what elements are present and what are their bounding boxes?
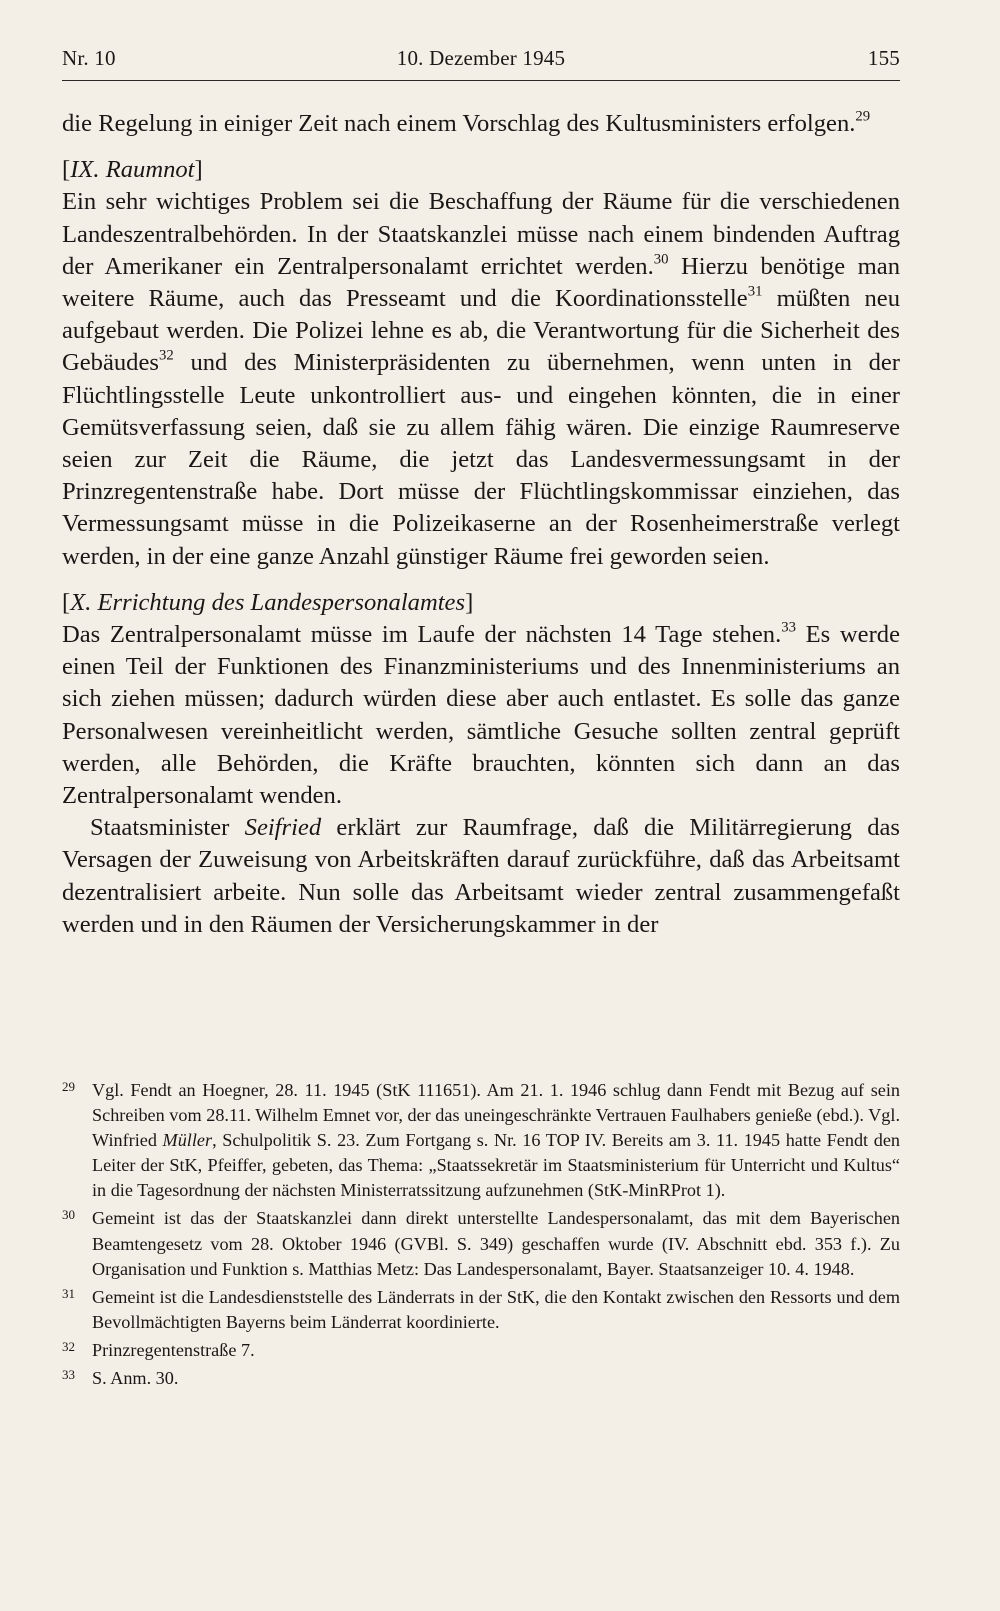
paragraph: [62, 108, 900, 140]
footnote-ref[interactable]: 32: [158, 348, 174, 365]
footnote-number: 32: [62, 1338, 75, 1354]
page-number: 155: [867, 46, 900, 70]
footnote-ref[interactable]: 31: [747, 283, 763, 300]
section-title: IX. Raumnot: [70, 156, 195, 184]
author-name: Müller: [162, 1130, 213, 1151]
paragraph-text: Staatsminister: [90, 814, 245, 842]
paragraph-text: müßten neu aufgebaut werden. Die Polizei lehne es ab, die Verantwortung für die Sicherheit des Gebäudes: [62, 285, 901, 377]
bracket-open: [: [62, 588, 71, 616]
footnote-text: Gemeint ist die Landesdienststelle des Länderrats in der StK, die den Kontakt zwischen den Ressorts und dem Bevollmächtigten Bayerns beim Länderrat koordinierte.: [92, 1286, 900, 1332]
footnote: [62, 1078, 900, 1203]
person-name: Seifried: [244, 814, 322, 842]
footnote: [62, 1338, 900, 1363]
paragraph-text: und des Ministerpräsidenten zu übernehmen, wenn unten in der Flüchtlingsstelle Leute unkontrolliert aus- und eingehen könnten, die in einer Gemütsverfassung seien, daß sie zu allem fähig wären. Die einzige Raumreserve seien zur Zeit die Räume, die jetzt das Landesvermessungsamt in der Prinzregentenstraße habe. Dort müsse der Flüchtlingskommissar einziehen, das Vermessungsamt müsse in die Polizeikaserne an der Rosenheimerstraße verlegt werden, in der eine ganze Anzahl günstiger Räume frei geworden seien.: [62, 349, 900, 570]
footnote-text: Gemeint ist das der Staatskanzlei dann direkt unterstellte Landespersonalamt, das mit dem Bayerischen Beamtengesetz vom 28. Oktober 1946 (GVBl. S. 349) geschaffen wurde (IV. Abschnitt ebd. 353 f.). Zu Organisation und Funktion s. Matthias Metz: Das Landespersonalamt, Bayer. Staatsanzeiger 10. 4. 1948.: [92, 1208, 900, 1279]
header-date: 10. Dezember 1945: [396, 46, 566, 70]
issue-number: Nr. 10: [62, 46, 116, 70]
bracket-close: ]: [194, 156, 203, 184]
footnote-ref[interactable]: 33: [781, 619, 796, 636]
footnote-text: , Schulpolitik S. 23. Zum Fortgang s. Nr. 16 TOP IV. Bereits am 3. 11. 1945 hatte Fendt den Leiter der StK, Pfeiffer, gebeten, das Thema: „Staatssekretär im Staatsministerium für Unterricht und Kultus“ in die Tagesordnung der nächsten Ministerratssitzung aufzunehmen (StK-MinRProt 1).: [92, 1130, 900, 1201]
footnote-text: Vgl. Fendt an Hoegner, 28. 11. 1945 (StK 111651). Am 21. 1. 1946 schlug dann Fendt mit Bezug auf sein Schreiben vom 28.11. Wilhelm Emnet vor, der das uneingeschränkte Vertrauen Faulhabers genieße (ebd.). Vgl. Winfried: [92, 1080, 900, 1151]
footnote-number: 30: [62, 1207, 75, 1223]
paragraph-text: Ein sehr wichtiges Problem sei die Beschaffung der Räume für die verschiedenen Landeszentralbehörden. In der Staatskanzlei müsse nach einem bindenden Auftrag der Amerikaner ein Zentralpersonalamt errichtet werden.: [62, 188, 900, 280]
footnote-number: 29: [62, 1079, 75, 1094]
paragraph-text: die Regelung in einiger Zeit nach einem Vorschlag des Kultusministers erfolgen.: [62, 110, 856, 137]
footnote-text: Prinzregentenstraße 7.: [92, 1339, 255, 1360]
footnote-number: 33: [62, 1367, 75, 1383]
section-title: X. Errichtung des Landespersonalamtes: [70, 588, 466, 616]
footnote-text: S. Anm. 30.: [92, 1368, 179, 1389]
paragraph-text: Es werde einen Teil der Funktionen des Finanzministeriums und des Innenministeriums an sich ziehen müssen; dadurch würden diese aber auch entlastet. Es solle das ganze Personalwesen vereinheitlicht werden, sämtliche Gesuche sollten zentral geprüft werden, alle Behörden, die Kräfte brauchten, könnten sich dann an das Zentralpersonalamt wenden.: [62, 621, 900, 810]
paragraph-text: Hierzu benötige man weitere Räume, auch das Presseamt und die Koordinationsstelle: [62, 252, 900, 313]
section-heading-x: [62, 587, 900, 619]
paragraph-text: Das Zentralpersonalamt müsse im Laufe der nächsten 14 Tage stehen.: [62, 621, 782, 649]
footnote: [62, 1366, 900, 1391]
running-header: [62, 40, 900, 81]
footnotes: [62, 1078, 900, 1394]
main-text: [62, 108, 900, 941]
section-heading-ix: [62, 154, 900, 186]
bracket-close: ]: [465, 588, 474, 616]
footnote-number: 31: [62, 1285, 75, 1301]
paragraph-text: erklärt zur Raumfrage, daß die Militärregierung das Versagen der Zuweisung von Arbeitskräften darauf zurückführe, daß das Arbeitsamt dezentralisiert arbeite. Nun solle das Arbeitsamt wieder zentral zusammengefaßt werden und in den Räumen der Versicherungskammer in der: [62, 814, 900, 938]
footnote-ref[interactable]: 30: [653, 251, 669, 268]
bracket-open: [: [62, 156, 71, 184]
footnote-ref[interactable]: 29: [855, 108, 871, 125]
paragraph: [62, 186, 900, 572]
footnote: [62, 1206, 900, 1281]
paragraph: [62, 812, 900, 941]
paragraph: [62, 619, 900, 812]
footnote: [62, 1285, 900, 1335]
